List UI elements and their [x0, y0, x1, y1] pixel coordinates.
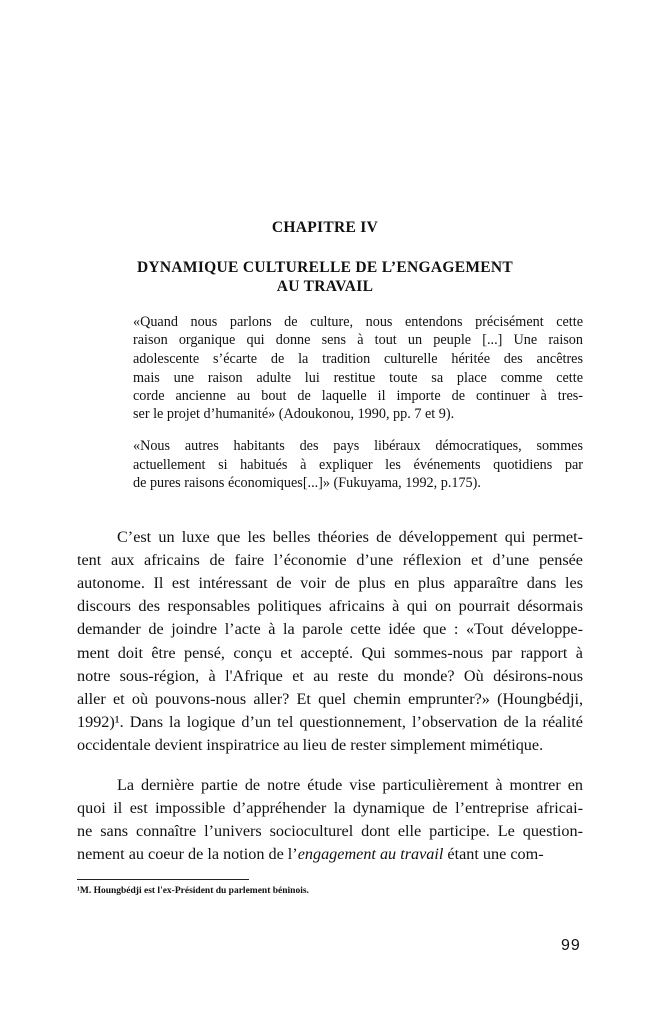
italic-term: engagement au travail [297, 845, 444, 863]
epigraph-1-line: raison organique qui donne sens à tout un peuple [...] Une raison [133, 332, 583, 348]
epigraph-1-line: «Quand nous parlons de culture, nous entendons précisément cette [133, 314, 583, 330]
footnote: ¹M. Houngbédji est l'ex-Président du parlement béninois. [77, 886, 309, 896]
chapter-title-line-2: AU TRAVAIL [276, 278, 374, 295]
paragraph-1-line: autonome. Il est intéressant de voir de plus en plus apparaître dans les [77, 574, 583, 593]
chapter-label: CHAPITRE IV [271, 219, 379, 236]
paragraph-2-line: ne sans connaître l’univers socioculturel dont elle participe. Le question- [77, 822, 583, 840]
epigraph-1-line: corde ancienne au bout de laquelle il importe de continuer à tres- [133, 388, 583, 404]
epigraph-2-line: «Nous autres habitants des pays libéraux démocratiques, sommes [133, 438, 583, 454]
paragraph-1-line: 1992)¹. Dans la logique d’un tel questionnement, l’observation de la réalité [77, 712, 583, 731]
epigraph-2-line: actuellement si habitués à expliquer les événements quotidiens par [133, 457, 583, 473]
paragraph-1-line: ment doit être pensé, conçu et accepté. Qui sommes-nous par rapport à [77, 643, 583, 662]
chapter-title-line-1: DYNAMIQUE CULTURELLE DE L’ENGAGEMENT [136, 259, 514, 276]
epigraph-2-line: de pures raisons économiques[...]» (Fukuyama, 1992, p.175). [133, 475, 481, 491]
epigraph-1-line: adolescente s’écarte de la tradition culturelle héritée des ancêtres [133, 351, 583, 367]
paragraph-1-line: C’est un luxe que les belles théories de développement qui permet- [117, 528, 583, 546]
paragraph-2-line-4 [77, 845, 583, 864]
paragraph-2-line: quoi il est impossible d’appréhender la dynamique de l’entreprise africai- [77, 799, 583, 817]
text-segment: nement au coeur de la notion de l’ [77, 845, 298, 863]
paragraph-1-line: tent aux africains de faire l’économie d’une réflexion et d’une pensée [77, 551, 583, 570]
paragraph-1-line: discours des responsables politiques africains à qui on pourrait désormais [77, 597, 583, 616]
text-segment: étant une com- [443, 845, 544, 863]
epigraph-1-line: ser le projet d’humanité» (Adoukonou, 1990, pp. 7 et 9). [133, 406, 455, 422]
footnote-rule [77, 879, 249, 880]
paragraph-1-line: notre sous-région, à l'Afrique et au reste du monde? Où désirons-nous [77, 666, 583, 685]
paragraph-2-line: La dernière partie de notre étude vise particulièrement à montrer en [117, 776, 583, 794]
paragraph-1-line: occidentale devient inspiratrice au lieu de rester simplement mimétique. [77, 735, 544, 754]
paragraph-1-line: aller et où pouvons-nous aller? Et quel chemin emprunter?» (Houngbédji, [77, 689, 583, 708]
epigraph-1-line: mais une raison adulte lui restitue toute sa place comme cette [133, 370, 583, 386]
paragraph-1-line: demander de joindre l’acte à la parole cette idée que : «Tout développe- [77, 620, 583, 639]
page-number: 99 [561, 937, 581, 954]
